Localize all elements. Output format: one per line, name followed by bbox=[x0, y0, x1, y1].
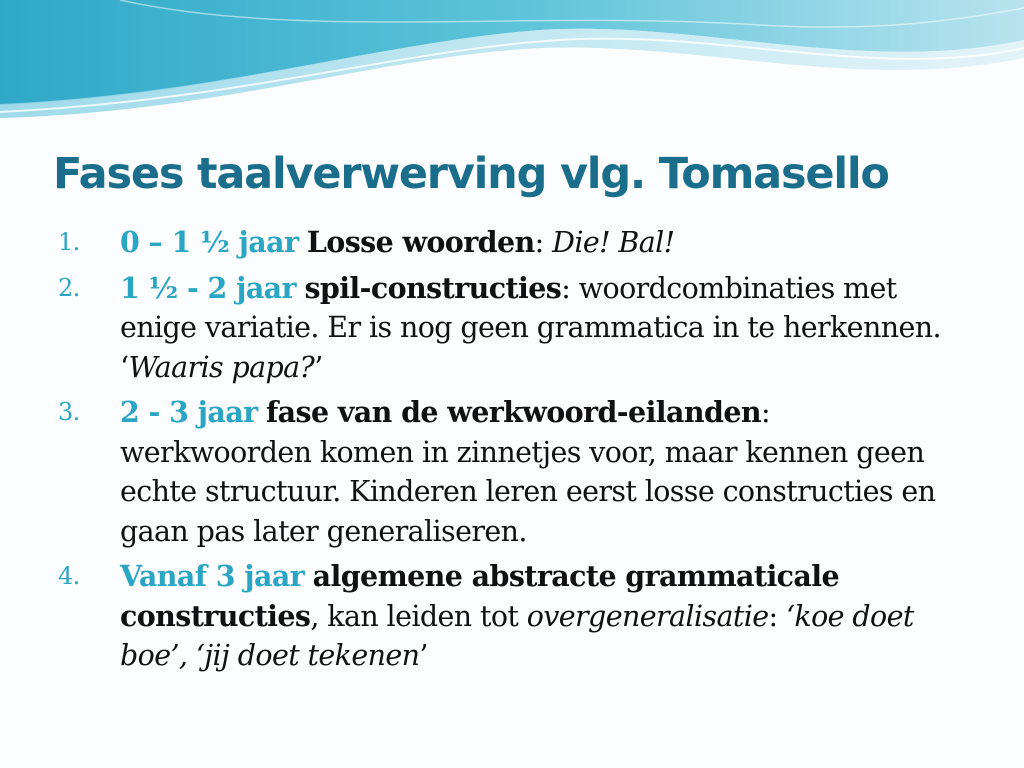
age-range: 2 - 3 jaar bbox=[120, 395, 258, 429]
separator-text: : bbox=[768, 599, 786, 633]
closing-quote: ’ bbox=[419, 639, 428, 672]
list-item bbox=[58, 557, 968, 676]
age-range: 1 ½ - 2 jaar bbox=[120, 270, 296, 305]
phase-list bbox=[58, 223, 968, 682]
closing-quote: ’ bbox=[314, 350, 323, 384]
list-number: 4. bbox=[58, 562, 80, 590]
age-range: Vanaf 3 jaar bbox=[120, 559, 305, 593]
list-item bbox=[58, 393, 968, 551]
example-text: ‘koe doet boe’, ‘jij doet tekenen bbox=[120, 599, 914, 672]
list-number: 2. bbox=[58, 273, 80, 302]
phase-term: algemene abstracte grammaticale constructies bbox=[120, 559, 840, 633]
phase-term: fase van de werkwoord-eilanden bbox=[266, 395, 761, 429]
description-text: : werkwoorden komen in zinnetjes voor, maar kennen geen echte structuur. Kinderen leren eerst losse constructies en gaan pas later generaliseren. bbox=[120, 396, 936, 548]
phase-term: spil-constructies bbox=[304, 270, 562, 305]
description-text: : woordcombinaties met enige variatie. Er is nog geen grammatica in te herkennen. ‘ bbox=[120, 271, 941, 384]
example-text: Waaris papa? bbox=[128, 350, 315, 384]
example-text: Die! Bal! bbox=[552, 226, 675, 259]
list-number: 1. bbox=[58, 228, 80, 256]
phase-term: Losse woorden bbox=[306, 225, 535, 259]
slide-title: Fases taalverwerving vlg. Tomasello bbox=[53, 149, 889, 199]
emphasis-term: overgeneralisatie bbox=[526, 599, 769, 633]
separator-text: : bbox=[534, 226, 553, 259]
list-number: 3. bbox=[58, 398, 80, 426]
age-range: 0 – 1 ½ jaar bbox=[120, 225, 299, 259]
list-item bbox=[58, 223, 968, 263]
wave-header-decoration bbox=[0, 0, 1024, 120]
description-text: , kan leiden tot bbox=[310, 599, 527, 633]
list-item bbox=[58, 269, 968, 388]
